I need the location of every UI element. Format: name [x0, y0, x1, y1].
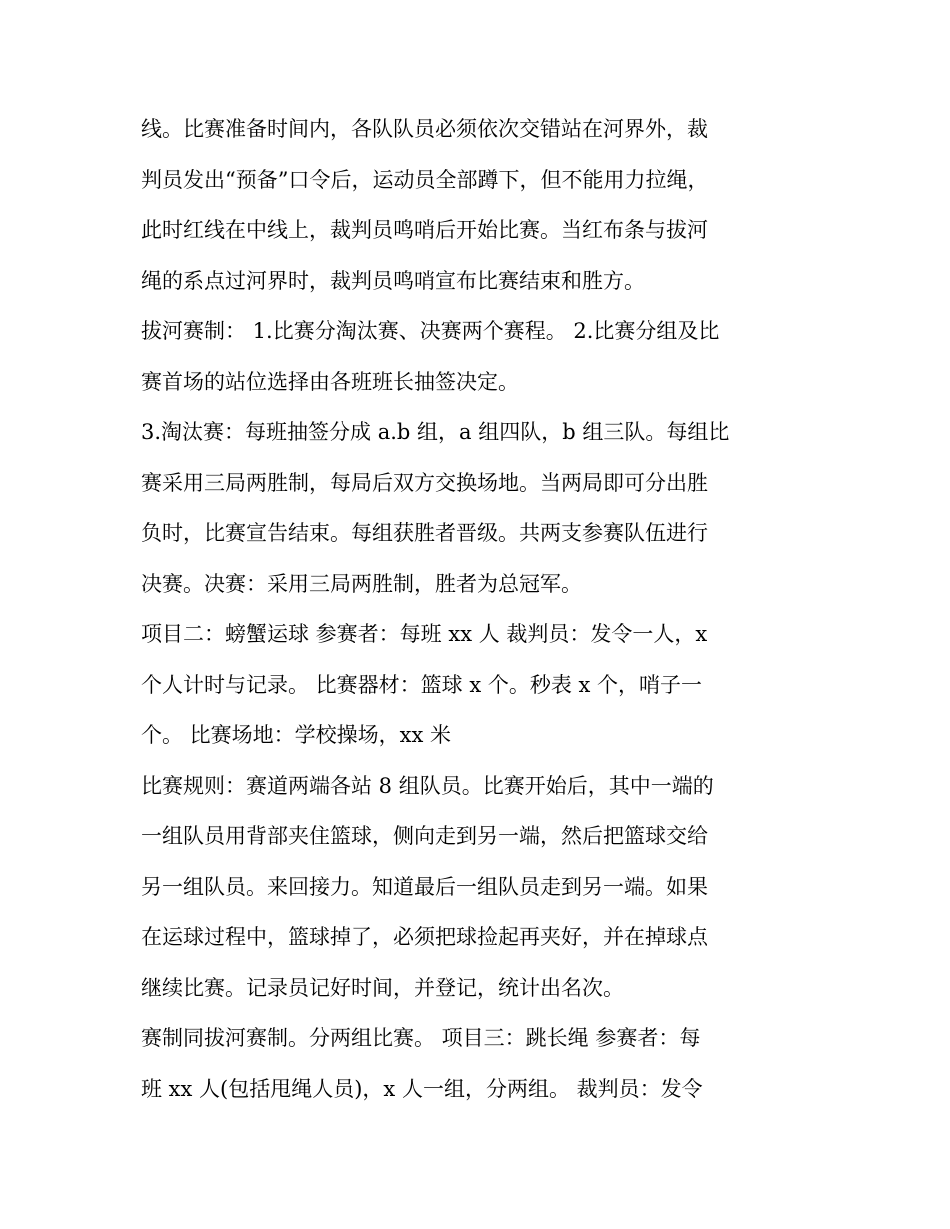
text-line: 一组队员用背部夹住篮球，侧向走到另一端，然后把篮球交给: [141, 824, 708, 848]
text-line: 拔河赛制： 1.比赛分淘汰赛、决赛两个赛程。 2.比赛分组及比: [141, 319, 720, 343]
text-line: 负时，比赛宣告结束。每组获胜者晋级。共两支参赛队伍进行: [141, 521, 708, 545]
text-line: 比赛规则：赛道两端各站 8 组队员。比赛开始后，其中一端的: [141, 773, 714, 798]
text-line: 此时红线在中线上，裁判员鸣哨后开始比赛。当红布条与拔河: [141, 218, 708, 242]
text-line: 3.淘汰赛：每班抽签分成 a.b 组，a 组四队，b 组三队。每组比: [141, 420, 730, 444]
text-line: 在运球过程中，篮球掉了，必须把球捡起再夹好，并在掉球点: [141, 925, 708, 949]
text-line: 赛首场的站位选择由各班班长抽签决定。: [141, 369, 519, 394]
text-line: 判员发出“预备”口令后，运动员全部蹲下，但不能用力拉绳，: [141, 167, 709, 192]
text-line: 赛采用三局两胜制，每局后双方交换场地。当两局即可分出胜: [141, 470, 708, 495]
text-line: 继续比赛。记录员记好时间，并登记，统计出名次。: [141, 975, 624, 1000]
text-line: 赛制同拔河赛制。分两组比赛。 项目三：跳长绳 参赛者：每: [141, 1026, 701, 1050]
text-line: 班 xx 人(包括甩绳人员)，x 人一组，分两组。 裁判员：发令: [141, 1076, 703, 1101]
text-line: 决赛。决赛：采用三局两胜制，胜者为总冠军。: [141, 571, 582, 596]
text-line: 另一组队员。来回接力。知道最后一组队员走到另一端。如果: [141, 874, 708, 899]
text-line: 绳的系点过河界时，裁判员鸣哨宣布比赛结束和胜方。: [141, 268, 645, 293]
document-body: [141, 104, 821, 1114]
text-line: 线。比赛准备时间内，各队队员必须依次交错站在河界外，裁: [141, 117, 708, 141]
text-line: 个。 比赛场地：学校操场，xx 米: [141, 723, 452, 747]
text-line: 个人计时与记录。 比赛器材：篮球 x 个。秒表 x 个，哨子一: [141, 672, 703, 697]
text-line: 项目二：螃蟹运球 参赛者：每班 xx 人 裁判员：发令一人，x: [141, 622, 708, 646]
